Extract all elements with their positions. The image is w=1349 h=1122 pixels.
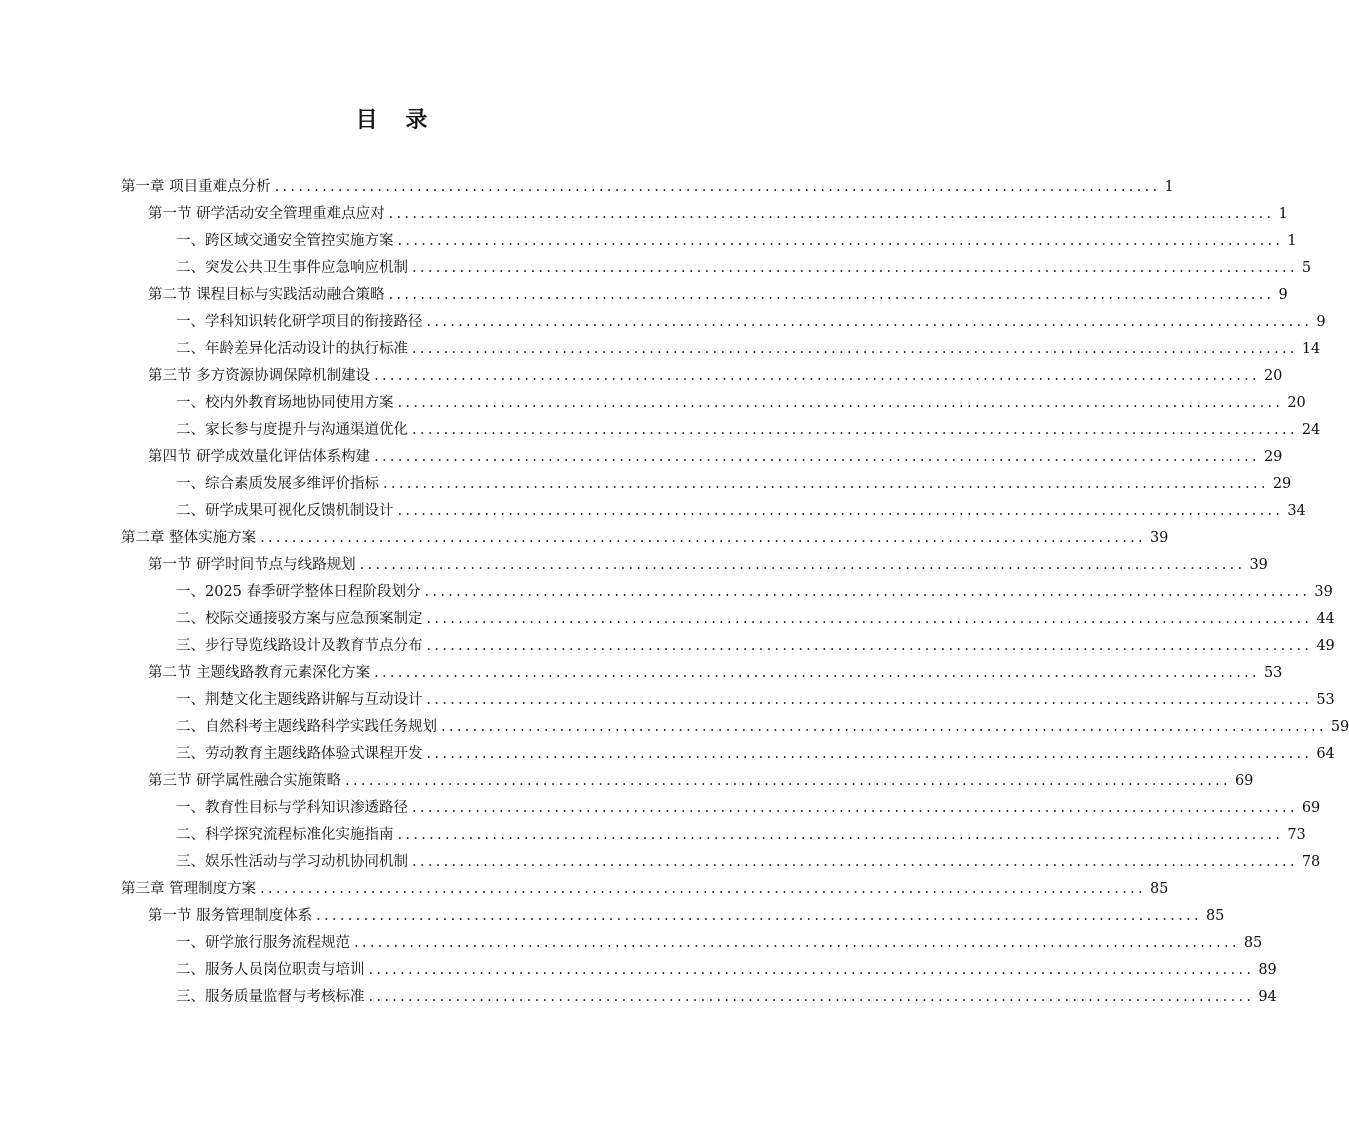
toc-leader-dots: ................................................................................................................ bbox=[374, 368, 1260, 384]
toc-leader-dots: ................................................................................................................ bbox=[441, 719, 1327, 735]
toc-entry-subsection[interactable] bbox=[176, 796, 1321, 822]
toc-entry-label: 二、家长参与度提升与沟通渠道优化 bbox=[176, 422, 408, 438]
toc-entry-page: 53 bbox=[1263, 665, 1283, 681]
toc-entry-subsection[interactable] bbox=[176, 229, 1297, 255]
toc-entry-page: 85 bbox=[1243, 935, 1263, 951]
toc-entry-page: 1 bbox=[1164, 179, 1174, 195]
toc-leader-dots: ................................................................................................................ bbox=[354, 935, 1240, 951]
toc-entry-label: 第二节 课程目标与实践活动融合策略 bbox=[148, 287, 385, 303]
toc-entry-label: 第三章 管理制度方案 bbox=[121, 881, 257, 897]
toc-entry-page: 85 bbox=[1205, 908, 1225, 924]
toc-entry-subsection[interactable] bbox=[176, 499, 1306, 525]
toc-entry-section[interactable] bbox=[148, 904, 1225, 930]
toc-leader-dots: ................................................................................................................ bbox=[412, 422, 1298, 438]
toc-entry-page: 39 bbox=[1314, 584, 1333, 600]
toc-entry-subsection[interactable] bbox=[176, 580, 1333, 606]
toc-entry-label: 第一章 项目重难点分析 bbox=[121, 179, 271, 195]
toc-leader-dots: ................................................................................................................ bbox=[345, 773, 1231, 789]
toc-entry-section[interactable] bbox=[148, 283, 1288, 309]
toc-leader-dots: ................................................................................................................ bbox=[426, 314, 1313, 330]
toc-entry-page: 20 bbox=[1287, 395, 1306, 411]
toc-entry-subsection[interactable] bbox=[176, 607, 1335, 633]
toc-entry-section[interactable] bbox=[148, 445, 1283, 471]
toc-entry-page: 1 bbox=[1287, 233, 1297, 249]
toc-leader-dots: ................................................................................................................ bbox=[412, 341, 1298, 357]
toc-entry-page: 89 bbox=[1258, 962, 1277, 978]
toc-leader-dots: ................................................................................................................ bbox=[426, 692, 1313, 708]
toc-entry-label: 二、科学探究流程标准化实施指南 bbox=[176, 827, 394, 843]
toc-entry-label: 第三节 多方资源协调保障机制建设 bbox=[148, 368, 371, 384]
toc-entry-page: 78 bbox=[1301, 854, 1321, 870]
toc-entry-section[interactable] bbox=[148, 364, 1283, 390]
toc-entry-label: 一、学科知识转化研学项目的衔接路径 bbox=[176, 314, 423, 330]
toc-leader-dots: ................................................................................................................ bbox=[316, 908, 1202, 924]
toc-entry-label: 第三节 研学属性融合实施策略 bbox=[148, 773, 342, 789]
toc-entry-label: 二、突发公共卫生事件应急响应机制 bbox=[176, 260, 408, 276]
toc-entry-label: 二、服务人员岗位职责与培训 bbox=[176, 962, 365, 978]
toc-leader-dots: ................................................................................................................ bbox=[426, 611, 1313, 627]
toc-leader-dots: ................................................................................................................ bbox=[374, 449, 1260, 465]
toc-entry-chapter[interactable] bbox=[121, 877, 1169, 903]
toc-entry-section[interactable] bbox=[148, 202, 1288, 228]
toc-entry-label: 第一节 研学活动安全管理重难点应对 bbox=[148, 206, 385, 222]
toc-entry-subsection[interactable] bbox=[176, 742, 1335, 768]
toc-leader-dots: ................................................................................................................ bbox=[397, 395, 1284, 411]
toc-entry-label: 三、娱乐性活动与学习动机协同机制 bbox=[176, 854, 408, 870]
toc-entry-section[interactable] bbox=[148, 769, 1254, 795]
toc-leader-dots: ................................................................................................................ bbox=[397, 503, 1284, 519]
toc-entry-label: 第二章 整体实施方案 bbox=[121, 530, 257, 546]
toc-leader-dots: ................................................................................................................ bbox=[388, 287, 1275, 303]
toc-leader-dots: ................................................................................................................ bbox=[260, 530, 1146, 546]
toc-entry-page: 39 bbox=[1249, 557, 1268, 573]
toc-entry-page: 14 bbox=[1301, 341, 1321, 357]
toc-entry-label: 三、服务质量监督与考核标准 bbox=[176, 989, 365, 1005]
toc-leader-dots: ................................................................................................................ bbox=[412, 800, 1298, 816]
toc-entry-section[interactable] bbox=[148, 553, 1268, 579]
toc-entry-subsection[interactable] bbox=[176, 634, 1335, 660]
toc-entry-subsection[interactable] bbox=[176, 418, 1321, 444]
toc-leader-dots: ................................................................................................................ bbox=[397, 233, 1284, 249]
toc-entry-subsection[interactable] bbox=[176, 985, 1277, 1011]
toc-entry-page: 69 bbox=[1301, 800, 1321, 816]
toc-entry-chapter[interactable] bbox=[121, 526, 1169, 552]
toc-entry-page: 5 bbox=[1301, 260, 1312, 276]
toc-entry-label: 二、校际交通接驳方案与应急预案制定 bbox=[176, 611, 423, 627]
toc-leader-dots: ................................................................................................................ bbox=[374, 665, 1260, 681]
toc-entry-subsection[interactable] bbox=[176, 337, 1321, 363]
toc-entry-label: 一、综合素质发展多维评价指标 bbox=[176, 476, 379, 492]
toc-entry-subsection[interactable] bbox=[176, 472, 1292, 498]
toc-entry-page: 94 bbox=[1258, 989, 1277, 1005]
toc-leader-dots: ................................................................................................................ bbox=[260, 881, 1146, 897]
toc-entry-section[interactable] bbox=[148, 661, 1283, 687]
toc-entry-subsection[interactable] bbox=[176, 715, 1349, 741]
toc-entry-label: 一、研学旅行服务流程规范 bbox=[176, 935, 350, 951]
toc-entry-page: 69 bbox=[1234, 773, 1254, 789]
toc-leader-dots: ................................................................................................................ bbox=[412, 260, 1298, 276]
toc-entry-page: 24 bbox=[1301, 422, 1321, 438]
toc-leader-dots: ................................................................................................................ bbox=[397, 827, 1284, 843]
toc-entry-page: 44 bbox=[1316, 611, 1335, 627]
toc-entry-chapter[interactable] bbox=[121, 175, 1174, 201]
toc-entry-subsection[interactable] bbox=[176, 931, 1263, 957]
toc-entry-label: 一、校内外教育场地协同使用方案 bbox=[176, 395, 394, 411]
toc-entry-label: 二、自然科考主题线路科学实践任务规划 bbox=[176, 719, 437, 735]
toc-entry-page: 29 bbox=[1272, 476, 1292, 492]
toc-entry-page: 53 bbox=[1316, 692, 1335, 708]
toc-entry-page: 59 bbox=[1330, 719, 1349, 735]
toc-entry-page: 85 bbox=[1149, 881, 1169, 897]
toc-entry-page: 64 bbox=[1316, 746, 1335, 762]
toc-leader-dots: ................................................................................................................ bbox=[383, 476, 1269, 492]
toc-entry-label: 第一节 服务管理制度体系 bbox=[148, 908, 313, 924]
toc-entry-label: 二、研学成果可视化反馈机制设计 bbox=[176, 503, 394, 519]
toc-entry-page: 20 bbox=[1263, 368, 1283, 384]
toc-leader-dots: ................................................................................................................ bbox=[274, 179, 1161, 195]
toc-entry-label: 一、2025 春季研学整体日程阶段划分 bbox=[176, 584, 421, 600]
toc-entry-page: 9 bbox=[1316, 314, 1326, 330]
toc-entry-label: 二、年龄差异化活动设计的执行标准 bbox=[176, 341, 408, 357]
toc-entry-page: 73 bbox=[1287, 827, 1306, 843]
toc-entry-page: 1 bbox=[1278, 206, 1288, 222]
toc-entry-subsection[interactable] bbox=[176, 958, 1277, 984]
toc-entry-label: 第一节 研学时间节点与线路规划 bbox=[148, 557, 356, 573]
toc-entry-page: 39 bbox=[1149, 530, 1169, 546]
toc-entry-label: 第四节 研学成效量化评估体系构建 bbox=[148, 449, 371, 465]
toc-title: 目 录 bbox=[355, 107, 438, 133]
toc-entry-subsection[interactable] bbox=[176, 391, 1306, 417]
toc-entry-label: 一、跨区域交通安全管控实施方案 bbox=[176, 233, 394, 249]
toc-entry-label: 一、荆楚文化主题线路讲解与互动设计 bbox=[176, 692, 423, 708]
toc-entry-label: 第二节 主题线路教育元素深化方案 bbox=[148, 665, 371, 681]
toc-entry-subsection[interactable] bbox=[176, 256, 1312, 282]
toc-entry-label: 三、步行导览线路设计及教育节点分布 bbox=[176, 638, 423, 654]
toc-entry-page: 49 bbox=[1316, 638, 1335, 654]
toc-leader-dots: ................................................................................................................ bbox=[388, 206, 1275, 222]
toc-entry-page: 29 bbox=[1263, 449, 1283, 465]
toc-entry-subsection[interactable] bbox=[176, 688, 1335, 714]
toc-entry-label: 三、劳动教育主题线路体验式课程开发 bbox=[176, 746, 423, 762]
toc-entry-page: 9 bbox=[1278, 287, 1288, 303]
toc-leader-dots: ................................................................................................................ bbox=[368, 989, 1255, 1005]
toc-leader-dots: ................................................................................................................ bbox=[426, 638, 1313, 654]
toc-entry-subsection[interactable] bbox=[176, 310, 1326, 336]
toc-leader-dots: ................................................................................................................ bbox=[424, 584, 1311, 600]
toc-leader-dots: ................................................................................................................ bbox=[368, 962, 1255, 978]
toc-entry-subsection[interactable] bbox=[176, 823, 1306, 849]
toc-entry-subsection[interactable] bbox=[176, 850, 1321, 876]
toc-leader-dots: ................................................................................................................ bbox=[426, 746, 1313, 762]
toc-leader-dots: ................................................................................................................ bbox=[359, 557, 1246, 573]
toc-entry-page: 34 bbox=[1287, 503, 1306, 519]
toc-leader-dots: ................................................................................................................ bbox=[412, 854, 1298, 870]
toc-entry-label: 一、教育性目标与学科知识渗透路径 bbox=[176, 800, 408, 816]
